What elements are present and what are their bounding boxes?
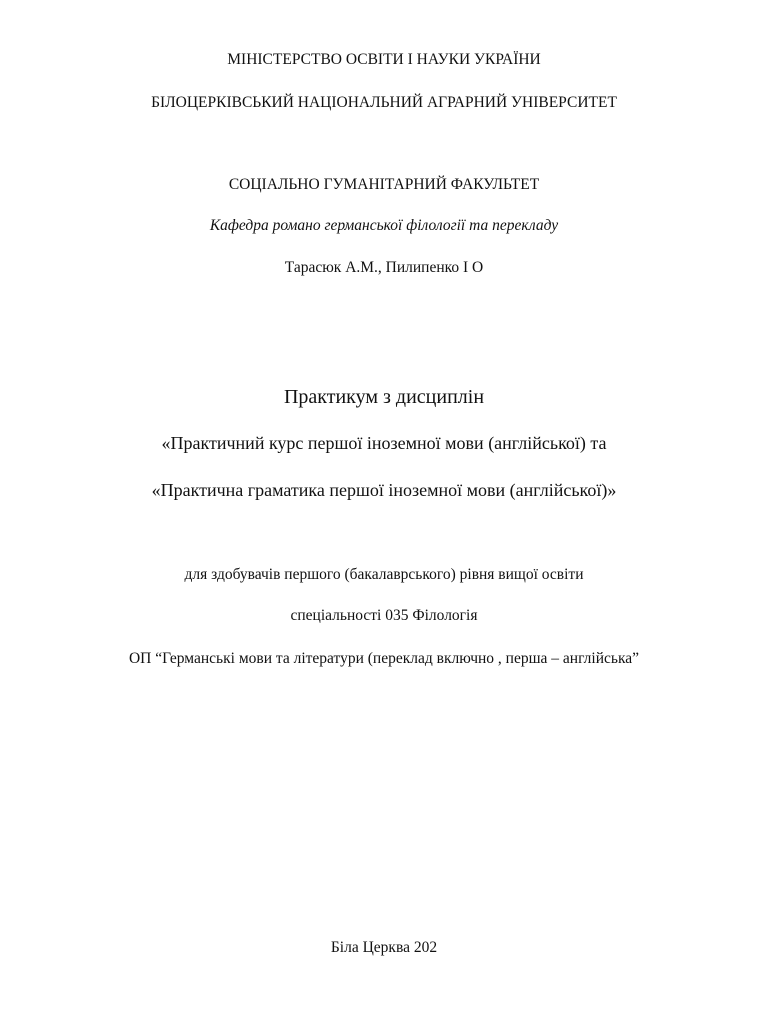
authors-line: Тарасюк А.М., Пилипенко І О [284,259,484,276]
document-title: Практикум з дисциплін [283,386,485,408]
university-heading: БІЛОЦЕРКІВСЬКИЙ НАЦІОНАЛЬНИЙ АГРАРНИЙ УНІВЕРСИТЕТ [151,94,617,111]
course-title-1: «Практичний курс першої іноземної мови (англійської) та [161,433,607,453]
course-title-2: «Практична граматика першої іноземної мови (англійської)» [151,480,617,500]
department-line: Кафедра романо германської філології та перекладу [209,217,559,234]
program-line: ОП “Германські мови та літератури (переклад включно , перша – англійська” [128,650,640,667]
faculty-heading: СОЦІАЛЬНО ГУМАНІТАРНИЙ ФАКУЛЬТЕТ [228,176,540,193]
ministry-heading: МІНІСТЕРСТВО ОСВІТИ І НАУКИ УКРАЇНИ [227,51,541,68]
audience-level: для здобувачів першого (бакалаврського) рівня вищої освіти [184,566,584,583]
city-year: Біла Церква 202 [330,939,438,956]
specialty-line: спеціальності 035 Філологія [290,607,478,624]
